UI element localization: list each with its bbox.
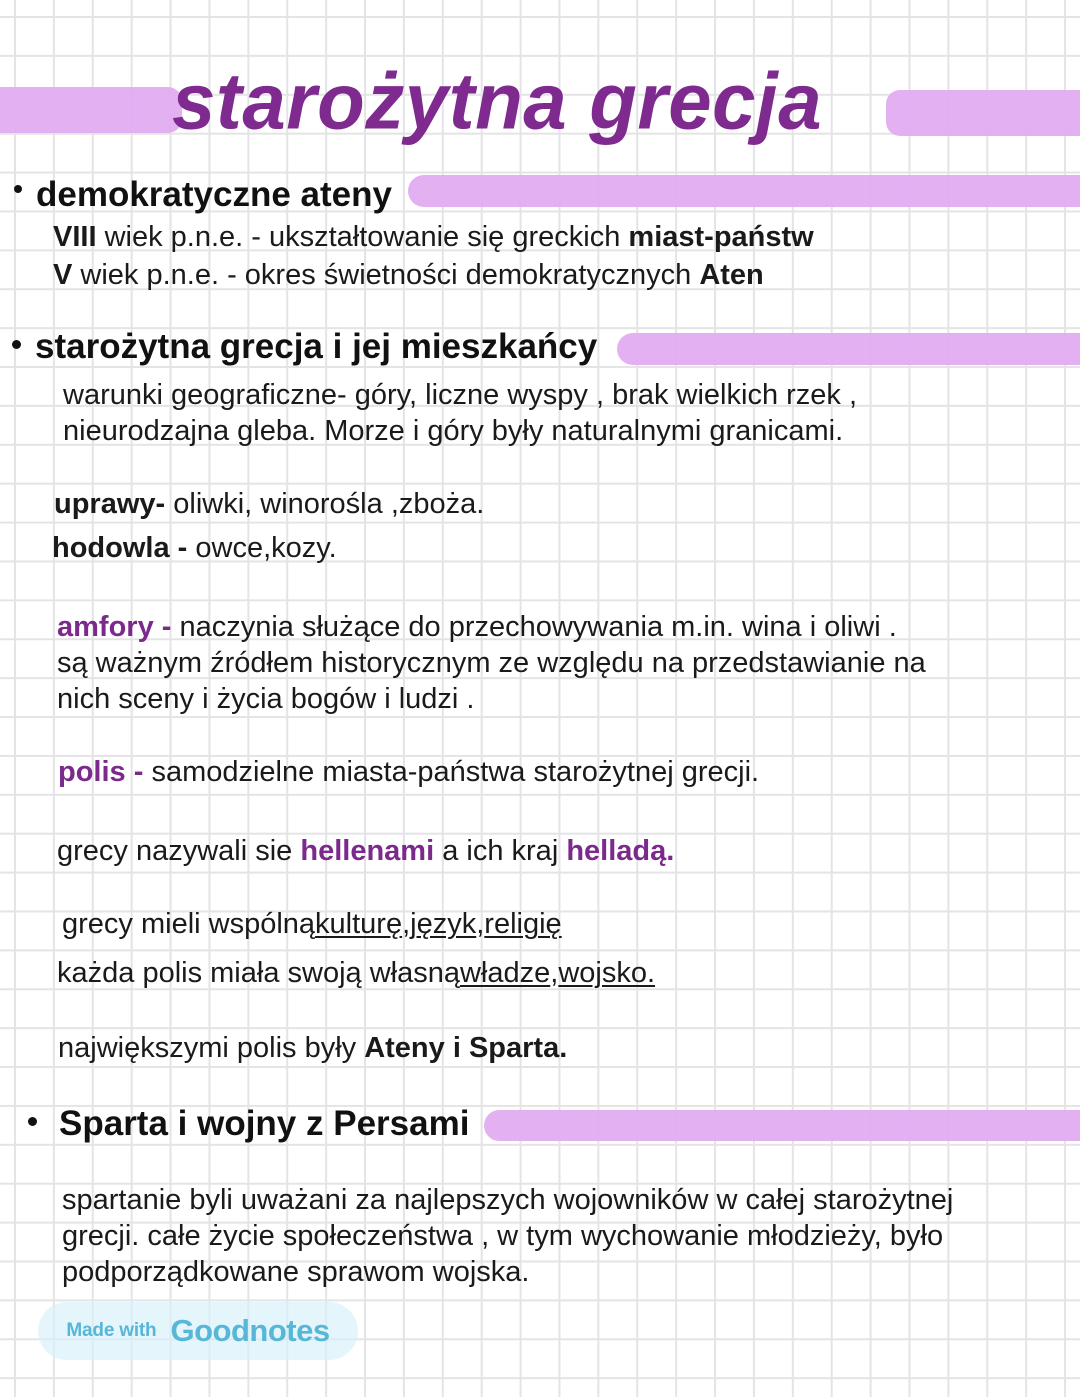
text-line: nieurodzajna gleba. Morze i góry były naturalnymi granicami.	[63, 415, 844, 447]
section-heading-demokratyczne-ateny: demokratyczne ateny	[14, 177, 392, 212]
text-line: spartanie byli uważani za najlepszych wojowników w całej starożytnej	[62, 1184, 954, 1216]
text-line: V wiek p.n.e. - okres świetności demokratycznych Aten	[53, 259, 764, 291]
livestock-line: hodowla - owce,kozy.	[52, 532, 337, 564]
amphora-line: amfory - naczynia służące do przechowywania m.in. wina i oliwi .	[57, 611, 897, 643]
common-culture-line: grecy mieli wspólnąkulturę,język,religię	[62, 908, 562, 940]
text-line: warunki geograficzne- góry, liczne wyspy , brak wielkich rzek ,	[63, 379, 858, 411]
text-line: podporządkowane sprawom wojska.	[62, 1256, 530, 1288]
text-line: VIII wiek p.n.e. - ukształtowanie się greckich miast-państw	[53, 221, 814, 253]
heading-highlight	[617, 333, 1080, 365]
title-highlight-left	[0, 87, 182, 133]
bullet-icon	[12, 340, 21, 349]
section-heading-sparta: Sparta i wojny z Persami	[28, 1106, 469, 1141]
goodnotes-logo: Goodnotes	[170, 1313, 330, 1348]
hellenes-line: grecy nazywali sie hellenami a ich kraj helladą.	[57, 835, 675, 867]
page-title: starożytna grecja	[172, 56, 823, 146]
bullet-icon	[14, 185, 22, 193]
section-heading-starozytna-grecja: starożytna grecja i jej mieszkańcy	[12, 329, 597, 364]
text-line: są ważnym źródłem historycznym ze względu na przedstawianie na	[57, 647, 926, 679]
text-line: grecji. całe życie społeczeństwa , w tym wychowanie młodzieży, było	[62, 1220, 944, 1252]
heading-highlight	[484, 1110, 1080, 1141]
bullet-icon	[28, 1117, 37, 1126]
crops-line: uprawy- oliwki, winorośla ,zboża.	[54, 488, 485, 520]
made-with-goodnotes-badge	[38, 1302, 358, 1360]
made-with-label: Made with	[66, 1320, 157, 1341]
polis-line: polis - samodzielne miasta-państwa starożytnej grecji.	[58, 756, 760, 788]
title-highlight-right	[886, 90, 1080, 136]
text-line: nich sceny i życia bogów i ludzi .	[57, 683, 475, 715]
heading-highlight	[408, 175, 1080, 207]
largest-polis-line: największymi polis były Ateny i Sparta.	[58, 1032, 568, 1064]
own-government-line: każda polis miała swoją własnąwładze,wojsko.	[57, 957, 656, 989]
